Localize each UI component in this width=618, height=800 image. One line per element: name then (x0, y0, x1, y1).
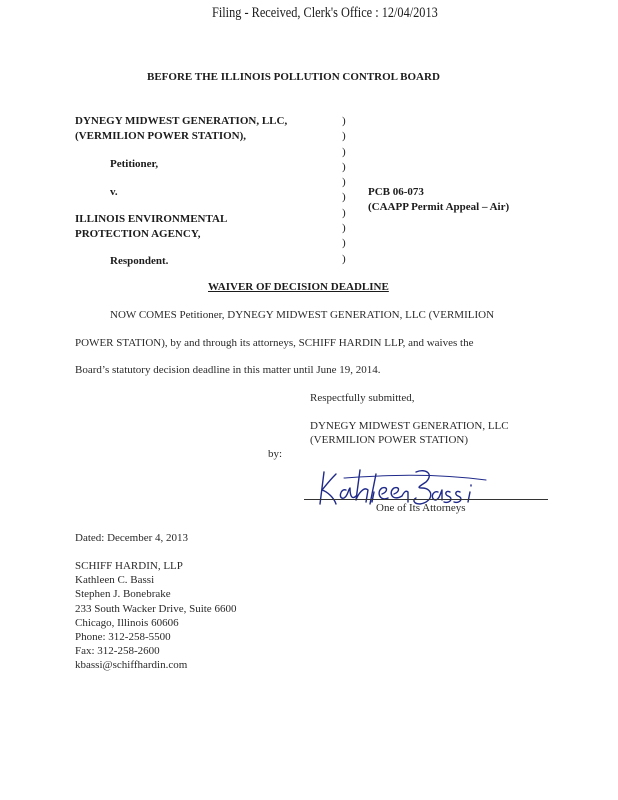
respondent-line-1: ILLINOIS ENVIRONMENTAL (75, 213, 228, 225)
board-heading: BEFORE THE ILLINOIS POLLUTION CONTROL BOARD (147, 71, 440, 83)
case-info (368, 185, 509, 215)
paren: ) (342, 176, 346, 189)
paren: ) (342, 145, 346, 158)
respectfully-submitted: Respectfully submitted, (310, 392, 415, 404)
fax: Fax: 312-258-2600 (75, 645, 160, 658)
paren: ) (342, 222, 346, 235)
body-line-3: Board’s statutory decision deadline in this matter until June 19, 2014. (75, 364, 381, 376)
phone: Phone: 312-258-5500 (75, 630, 171, 643)
respondent-line-2: PROTECTION AGENCY, (75, 228, 201, 240)
paren: ) (342, 115, 346, 127)
respondent-name (75, 212, 227, 242)
paren: ) (342, 206, 346, 219)
address-line-1: 233 South Wacker Drive, Suite 6600 (75, 602, 237, 615)
document-title: WAIVER OF DECISION DEADLINE (208, 281, 389, 293)
party-line-2: (VERMILION POWER STATION) (310, 434, 468, 446)
filing-stamp: Filing - Received, Clerk's Office : 12/04/2013 (212, 5, 438, 21)
attorney-1: Kathleen C. Bassi (75, 574, 155, 587)
attorney-2: Stephen J. Bonebrake (75, 588, 171, 601)
firm-contact-block (75, 560, 236, 674)
signature-caption: One of Its Attorneys (376, 502, 466, 514)
email-link[interactable]: kbassi@schiffhardin.com (75, 659, 188, 672)
firm-name: SCHIFF HARDIN, LLP (75, 560, 183, 572)
party-line-1: DYNEGY MIDWEST GENERATION, LLC (310, 420, 509, 432)
paren: ) (342, 237, 346, 250)
petitioner-name (75, 114, 287, 144)
paren: ) (342, 252, 346, 265)
petitioner-line-1: DYNEGY MIDWEST GENERATION, LLC, (75, 115, 288, 127)
body-line-1: NOW COMES Petitioner, DYNEGY MIDWEST GENERATION, LLC (VERMILION (110, 309, 495, 321)
body-line-2: POWER STATION), by and through its attorneys, SCHIFF HARDIN LLP, and waives the (75, 337, 474, 349)
paren: ) (342, 191, 346, 204)
case-number: PCB 06-073 (368, 186, 424, 198)
caption-parentheses (342, 114, 346, 267)
dated-line: Dated: December 4, 2013 (75, 532, 189, 544)
address-line-2: Chicago, Illinois 60606 (75, 616, 179, 629)
case-type: (CAAPP Permit Appeal – Air) (368, 201, 510, 213)
petitioner-role: Petitioner, (110, 158, 159, 170)
versus: v. (110, 186, 118, 198)
party-block (310, 419, 509, 447)
respondent-role: Respondent. (110, 255, 169, 267)
by-label: by: (268, 448, 283, 460)
paren: ) (342, 160, 346, 173)
petitioner-line-2: (VERMILION POWER STATION), (75, 130, 247, 142)
signature-line (304, 499, 548, 500)
paren: ) (342, 130, 346, 143)
